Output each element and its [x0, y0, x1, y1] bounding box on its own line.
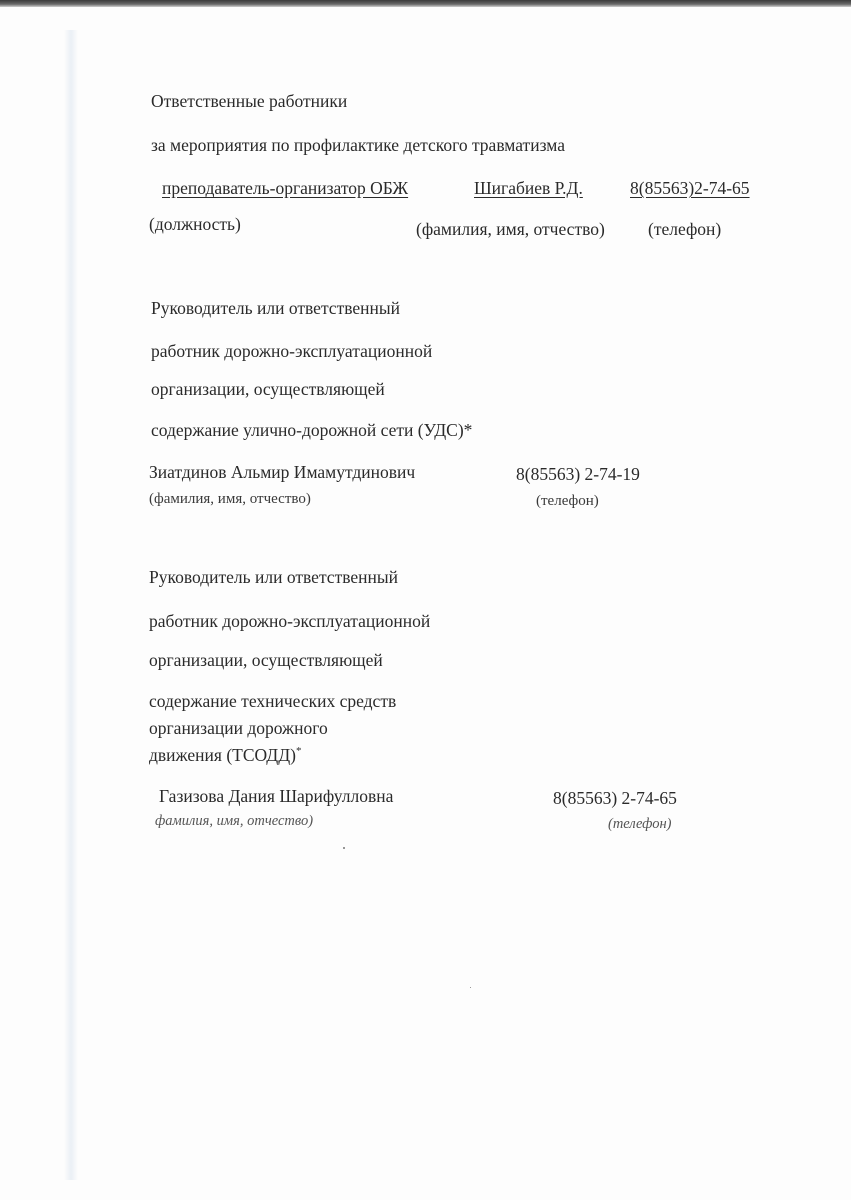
section3-label-fio: фамилия, имя, отчество) [155, 813, 314, 829]
section3-line-1: Руководитель или ответственный [149, 567, 398, 587]
section1-heading: Ответственные работники [151, 91, 348, 111]
section3-line-6 [149, 741, 301, 765]
section2-line-2: работник дорожно-эксплуатационной [151, 341, 433, 361]
section3-line-2: работник дорожно-эксплуатационной [149, 611, 431, 631]
scan-speck [470, 987, 471, 988]
scan-shadow [64, 30, 78, 1180]
section2-name: Зиатдинов Альмир Имамутдинович [149, 462, 416, 482]
section2-label-phone: (телефон) [536, 493, 599, 509]
section3-line-3: организации, осуществляющей [149, 650, 383, 670]
section3-line-5: организации дорожного [149, 718, 328, 738]
section3-label-phone: (телефон) [608, 816, 672, 832]
scan-top-edge [0, 0, 851, 7]
section1-position: преподаватель-организатор ОБЖ [162, 178, 409, 198]
section1-label-position: (должность) [149, 214, 241, 234]
section2-line-1: Руководитель или ответственный [151, 298, 400, 318]
section1-name: Шигабиев Р.Д. [474, 178, 583, 198]
section1-subheading: за мероприятия по профилактике детского травматизма [151, 135, 565, 155]
section1-phone: 8(85563)2-74-65 [630, 178, 750, 198]
section3-line-4: содержание технических средств [149, 691, 397, 711]
section3-phone: 8(85563) 2-74-65 [553, 788, 677, 808]
section2-line-4: содержание улично-дорожной сети (УДС)* [151, 420, 473, 440]
section2-label-fio: (фамилия, имя, отчество) [149, 491, 311, 507]
section2-phone: 8(85563) 2-74-19 [516, 464, 640, 484]
section3-name: Газизова Дания Шарифулловна [159, 786, 394, 806]
section3-line-6-text: движения (ТСОДД) [149, 744, 296, 765]
section1-label-phone: (телефон) [648, 219, 722, 239]
section2-line-3: организации, осуществляющей [151, 379, 385, 399]
section1-label-fio: (фамилия, имя, отчество) [416, 219, 605, 239]
footnote-mark: * [295, 745, 302, 757]
scan-speck [343, 847, 345, 849]
